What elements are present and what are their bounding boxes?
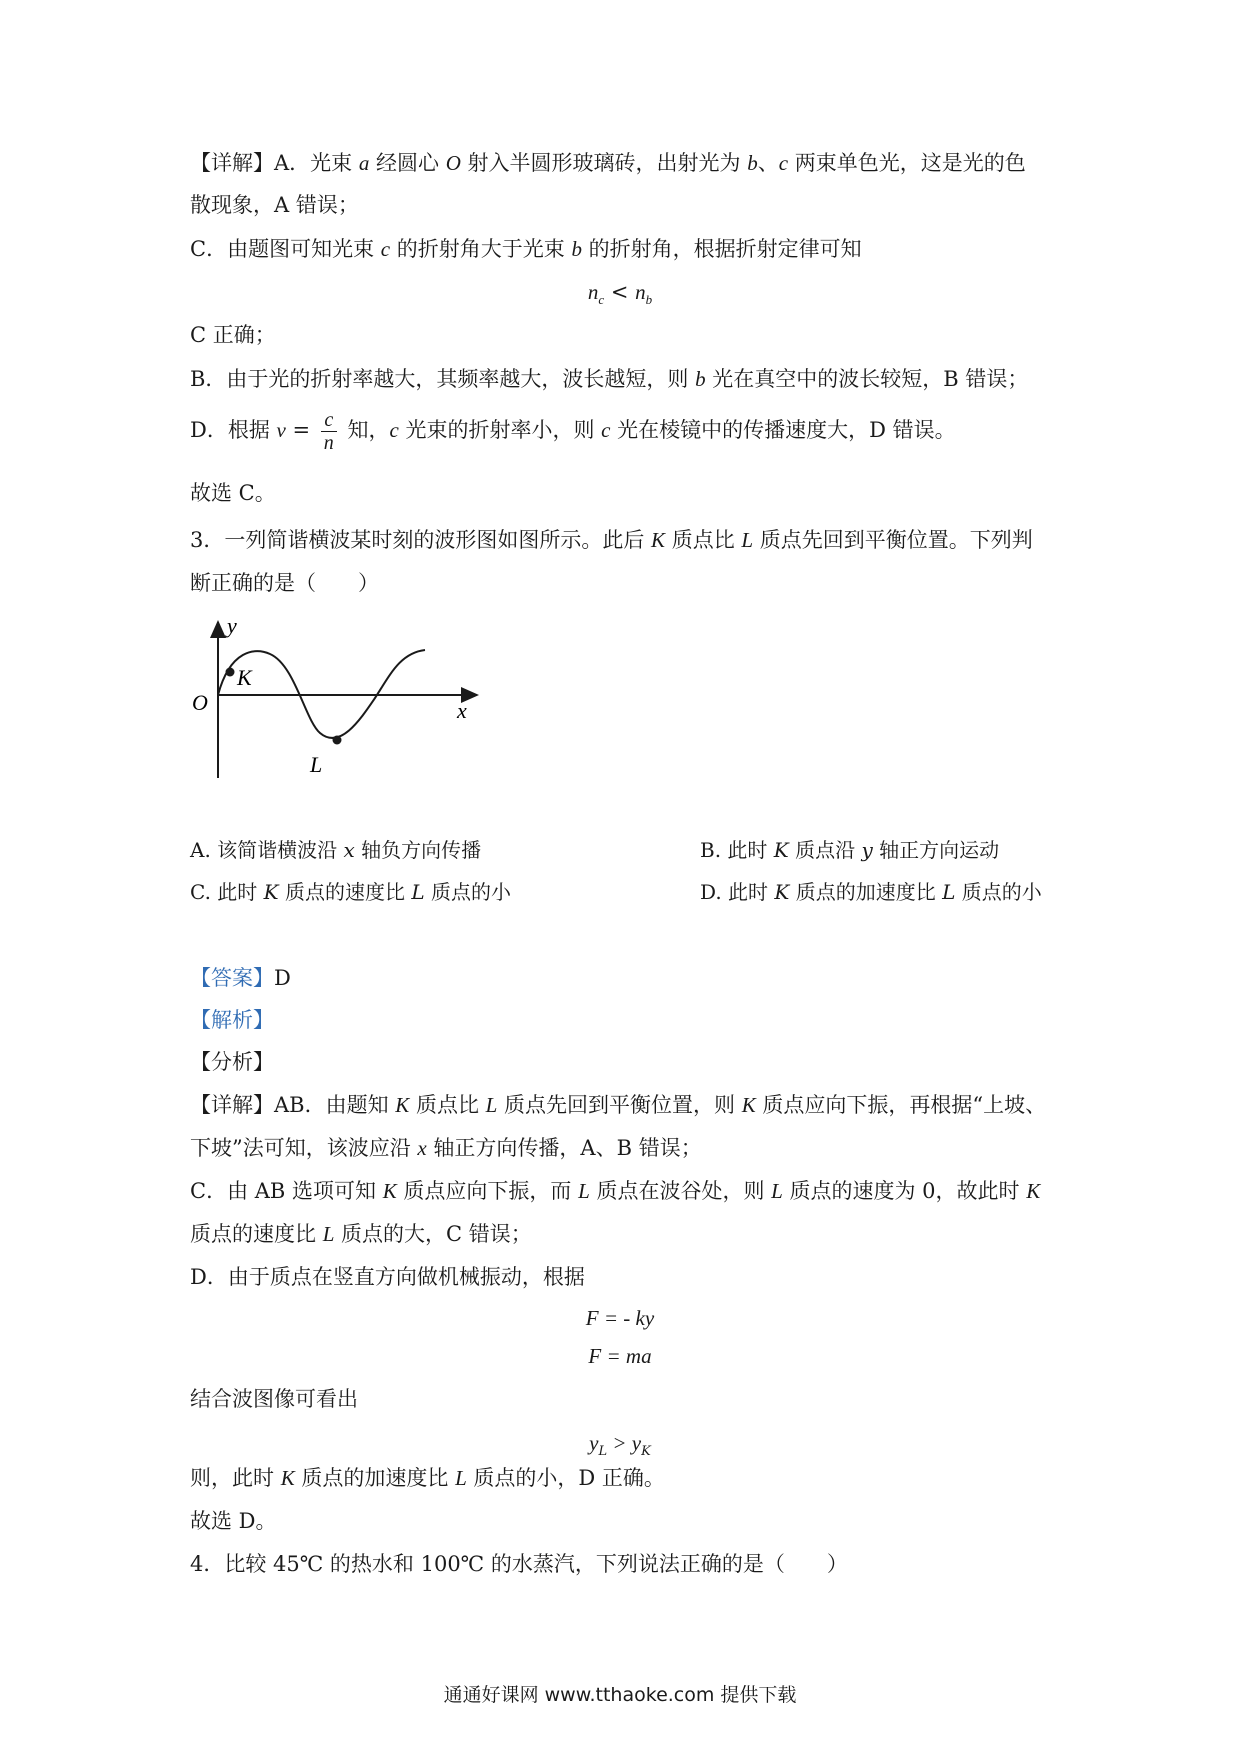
- wave-figure: [185, 610, 495, 785]
- q3-stem-line-2: 断正确的是（ ）: [190, 571, 379, 595]
- q3-option-B: B. 此时 K 质点沿 y 轴正方向运动: [700, 838, 1000, 862]
- analysis-tag: 【解析】: [190, 1008, 274, 1032]
- equation-F-ky: F = - ky: [585, 1306, 655, 1330]
- solution-line-8: 故选 D。: [190, 1509, 277, 1533]
- equation-nc-nb: $n_c < n_b$: [587, 280, 653, 308]
- fraction-c-over-n: $\frac{c}{n}$: [321, 409, 337, 454]
- q3-option-A: A. 该简谐横波沿 x 轴负方向传播: [190, 838, 482, 862]
- point-K: [226, 668, 235, 677]
- equation-F-ma: F = ma: [588, 1344, 652, 1368]
- q4-stem: 4．比较 45℃ 的热水和 100℃ 的水蒸汽，下列说法正确的是（ ）: [190, 1552, 848, 1576]
- x-axis-label: x: [457, 698, 467, 723]
- detail-line-4: C 正确；: [190, 323, 276, 347]
- solution-line-2: 下坡”法可知，该波应沿 x 轴正方向传播，A、B 错误；: [190, 1136, 702, 1160]
- solution-line-7: 则，此时 K 质点的加速度比 L 质点的小，D 正确。: [190, 1466, 665, 1490]
- detail-line-3: C．由题图可知光束 c 的折射角大于光束 b 的折射角，根据折射定律可知: [190, 237, 862, 261]
- point-L: [333, 736, 342, 745]
- y-axis-label: y: [227, 613, 237, 638]
- origin-label: O: [192, 690, 208, 715]
- equation-yL-yK: $y_L > y_K$: [589, 1431, 651, 1460]
- detail-line-7: 故选 C。: [190, 481, 276, 505]
- detail-line-5: B．由于光的折射率越大，其频率越大，波长越短，则 b 光在真空中的波长较短，B 错误；: [190, 367, 1029, 391]
- answer-line: 【答案】D: [190, 966, 291, 990]
- solution-line-4: 质点的速度比 L 质点的大，C 错误；: [190, 1222, 532, 1246]
- solution-line-1: 【详解】AB．由题知 K 质点比 L 质点先回到平衡位置，则 K 质点应向下振，再根据“上坡、: [190, 1093, 1047, 1117]
- fenxi-tag: 【分析】: [190, 1050, 274, 1074]
- solution-line-3: C．由 AB 选项可知 K 质点应向下振，而 L 质点在波谷处，则 L 质点的速度为 0，故此时 K: [190, 1179, 1041, 1203]
- solution-line-5: D．由于质点在竖直方向做机械振动，根据: [190, 1265, 585, 1289]
- K-label: K: [237, 665, 252, 690]
- solution-line-6: 结合波图像可看出: [190, 1387, 358, 1411]
- detail-line-1: 【详解】A．光束 a 经圆心 O 射入半圆形玻璃砖，出射光为 b、c 两束单色光，这是光的色: [190, 151, 1026, 175]
- L-label: L: [310, 752, 323, 777]
- detail-line-6: D．根据 v = $\frac{c}{n}$ 知，c 光束的折射率小，则 c 光在棱镜中的传播速度大，D 错误。: [190, 409, 956, 454]
- detail-line-2: 散现象，A 错误；: [190, 193, 359, 217]
- q3-option-D: D. 此时 K 质点的加速度比 L 质点的小: [700, 880, 1042, 904]
- q3-stem-line-1: 3．一列简谐横波某时刻的波形图如图所示。此后 K 质点比 L 质点先回到平衡位置。下列判: [190, 528, 1033, 552]
- page-footer: 通通好课网 www.tthaoke.com 提供下载: [443, 1684, 797, 1706]
- q3-option-C: C. 此时 K 质点的速度比 L 质点的小: [190, 880, 511, 904]
